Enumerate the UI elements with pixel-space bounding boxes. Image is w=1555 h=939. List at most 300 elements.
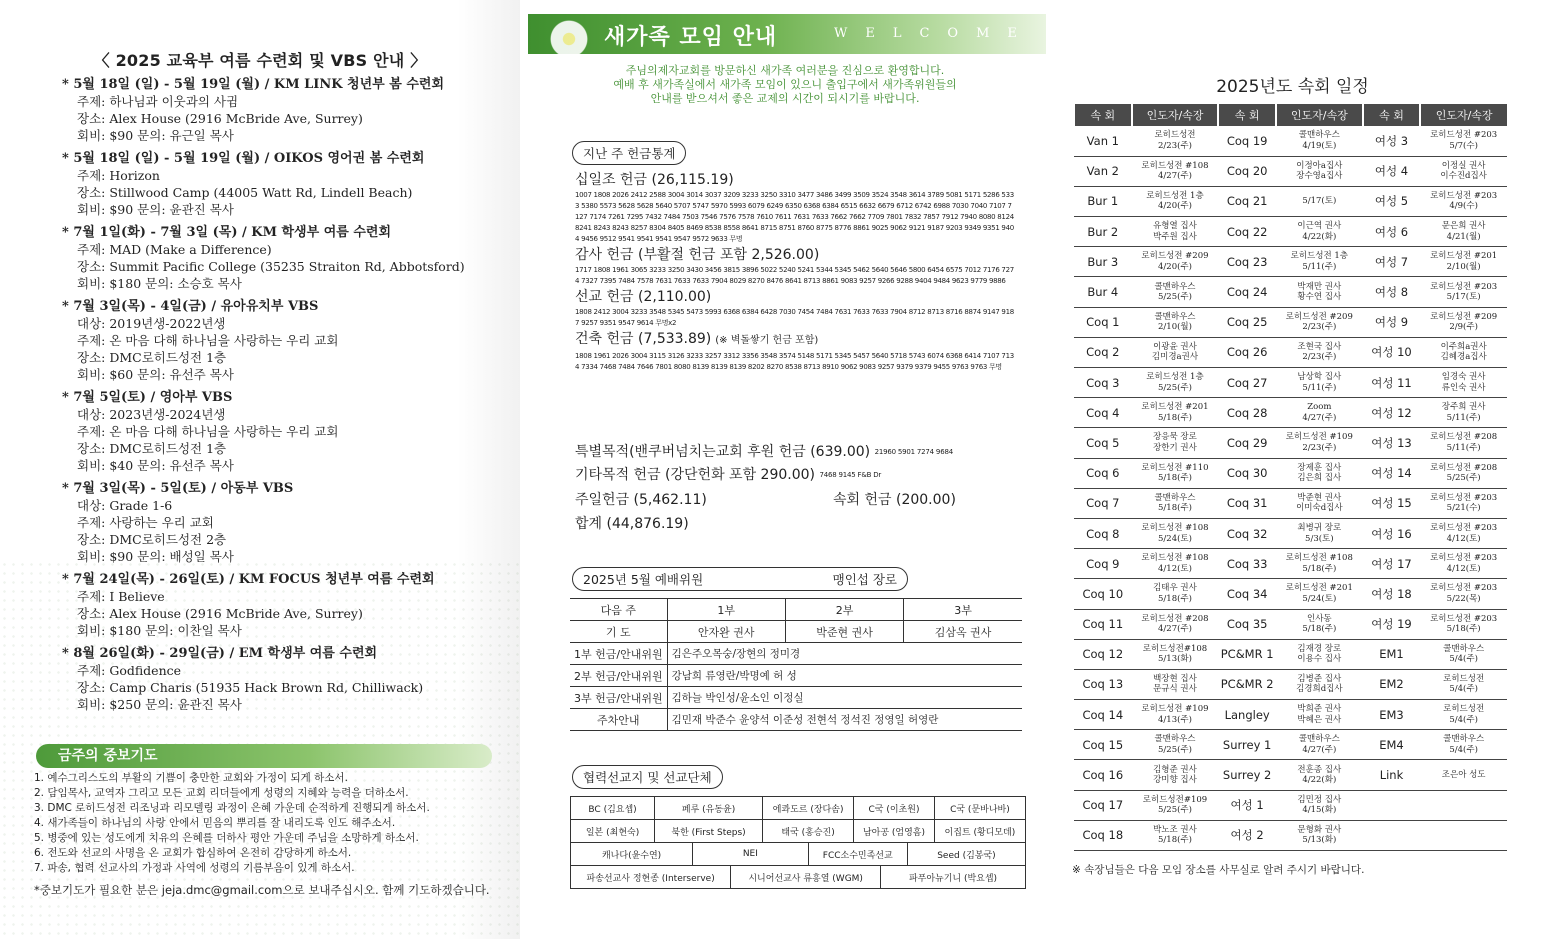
- leader-line: 전훈종 집사: [1297, 764, 1342, 775]
- group-label: Coq 16: [1082, 768, 1124, 783]
- group-label: Coq 6: [1086, 466, 1120, 481]
- cell-group-name: [1074, 820, 1132, 850]
- donor-numbers: 1808 2412 3004 3233 3548 5345 5473 5993 6368 6384 6428 7030 7454 7484 7631 7633 7633 7904 8712 8713 8716 8874 9147 9187 9257 9351 9547 9614 무명x2: [575, 308, 1014, 327]
- leader-line: 로히드성전 #203: [1430, 583, 1498, 594]
- leader-cell: [1420, 217, 1507, 247]
- group-label: Coq 31: [1226, 496, 1268, 511]
- group-label: Coq 12: [1082, 647, 1124, 662]
- cell-group-name: [1363, 398, 1421, 428]
- leader-line: 2/23(주): [1158, 140, 1192, 151]
- middle-page: [520, 0, 1050, 939]
- leader-line: 최병귀 장로: [1297, 523, 1342, 534]
- leader-line: 콜맨하우스: [1443, 643, 1485, 654]
- leader-line: 로히드성전 #201: [1285, 583, 1353, 594]
- leader-line: 남상학 집사: [1297, 372, 1342, 383]
- leader-line: 4/13(주): [1158, 714, 1192, 725]
- schedule-row: [1074, 277, 1507, 307]
- group-label: 여성 8: [1374, 285, 1409, 300]
- cell-group-name: [1074, 428, 1132, 458]
- leader-line: 로히드성전 #108: [1141, 160, 1209, 171]
- group-label: Coq 8: [1086, 526, 1120, 541]
- leader-line: 4/27(주): [1158, 624, 1192, 635]
- cell-group-name: [1363, 428, 1421, 458]
- camp-detail: 주제: 온 마음 다해 하나님을 사랑하는 우리 교회: [77, 424, 339, 439]
- mission-cell: 시니어선교사 류흥열 (WGM): [731, 866, 881, 889]
- camp-detail: 회비: $250 문의: 윤관진 목사: [77, 697, 242, 712]
- cell-group-name: [1074, 277, 1132, 307]
- leader-cell: [1276, 398, 1363, 428]
- offering-label: [575, 170, 1015, 190]
- prayer-item: 1. 예수그리스도의 부활의 기쁨이 충만한 교회와 가정이 되게 하소서.: [34, 772, 348, 784]
- leader-line: 5/11(주): [1446, 412, 1481, 423]
- group-label: Coq 4: [1086, 405, 1120, 420]
- leader-line: 4/20(주): [1158, 261, 1192, 272]
- leader-line: 5/18(주): [1158, 503, 1192, 514]
- banner-title: 새가족 모임 안내: [604, 25, 778, 50]
- leader-line: 김민정 집사: [1297, 794, 1342, 805]
- leader-line: 김재경 장로: [1297, 643, 1342, 654]
- schedule-row: [1074, 488, 1507, 518]
- leader-line: 강미향 집사: [1153, 775, 1197, 786]
- leader-line: 5/13(화): [1158, 654, 1192, 665]
- leader-cell: [1420, 579, 1507, 609]
- leader-line: 로히드성전: [1443, 704, 1485, 715]
- cell-group-name: [1218, 760, 1276, 790]
- cell-group-name: [1363, 458, 1421, 488]
- donor-numbers: 1808 1961 2026 3004 3115 3126 3233 3257 3312 3356 3548 3574 5148 5171 5345 5457 5640 5718 5743 6074 6368 6414 7107 7134 7334 7468 7484 7646 7801 8080 8139 8139 8139 8202 8270 8538 8713 8910 9062 9083 9257 9379 9379 9455 9763 9763 무명: [575, 352, 1014, 371]
- camp-list: [62, 76, 512, 719]
- leader-line: 4/12(토): [1446, 563, 1481, 574]
- leader-line: 로히드성전 #209: [1430, 311, 1498, 322]
- worship-row: [570, 665, 1022, 687]
- leader-line: 5/18(주): [1158, 593, 1192, 604]
- sunday-offering: 주일헌금 (5,462.11): [575, 492, 707, 508]
- worship-cell: 안자완 권사: [667, 621, 785, 643]
- camp-item: [62, 76, 512, 144]
- leader-cell: [1132, 337, 1219, 367]
- leader-line: 박혜은 권사: [1297, 714, 1342, 725]
- leader-cell: [1276, 790, 1363, 820]
- group-label: 여성 7: [1374, 254, 1409, 269]
- group-label: Coq 27: [1226, 375, 1268, 390]
- leader-line: 로히드성전 #201: [1141, 402, 1209, 413]
- cell-group-name: [1074, 518, 1132, 548]
- group-label: Van 2: [1086, 164, 1119, 179]
- group-label: Surrey 1: [1222, 737, 1272, 752]
- leader-line: 로히드성전 #203: [1430, 523, 1498, 534]
- leader-line: 4/15(화): [1302, 805, 1337, 816]
- worship-cell: 2부 헌금/안내위원: [570, 665, 667, 687]
- worship-cell: 1부: [667, 599, 785, 621]
- group-label: 여성 4: [1374, 164, 1409, 179]
- leader-line: 로히드성전 #203: [1430, 553, 1498, 564]
- leader-line: 4/22(화): [1302, 231, 1337, 242]
- cell-group-name: [1363, 126, 1421, 156]
- leader-line: 5/17(토): [1302, 196, 1337, 207]
- special-offering-label: 특별목적(밴쿠버넘치는교회 후원 헌금 (639.00): [575, 444, 871, 460]
- worship-cell: 박준현 권사: [785, 621, 903, 643]
- offering-label-text: 건축 헌금 (7,533.89): [575, 331, 712, 347]
- schedule-row: [1074, 337, 1507, 367]
- worship-title-text: 2025년 5월 예배위원: [583, 572, 704, 587]
- special-offering-numbers: 21960 5901 7274 9684: [874, 448, 953, 456]
- cell-group-name: [1074, 186, 1132, 216]
- schedule-row: [1074, 820, 1507, 850]
- group-label: Link: [1379, 768, 1404, 783]
- cell-group-name: [1363, 700, 1421, 730]
- schedule-row: [1074, 518, 1507, 548]
- leader-line: 김형준 권사: [1153, 764, 1197, 775]
- leader-line: 5/18(주): [1446, 624, 1481, 635]
- schedule-row: [1074, 307, 1507, 337]
- leader-line: 이정실 권사: [1441, 160, 1486, 171]
- schedule-row: [1074, 217, 1507, 247]
- group-label: Coq 24: [1226, 285, 1268, 300]
- schedule-header: 인도자/속장: [1132, 104, 1219, 126]
- cell-group-name: [1363, 609, 1421, 639]
- camp-detail: 장소: Alex House (2916 McBride Ave, Surrey): [77, 606, 363, 621]
- mission-row: [571, 797, 1026, 820]
- mission-cell: 캐나다(윤수연): [571, 843, 693, 866]
- group-label: Coq 19: [1226, 133, 1268, 148]
- camp-detail: 주제: MAD (Make a Difference): [77, 242, 272, 257]
- other-offering-label: 기타목적 헌금 (강단헌화 포함 290.00): [575, 467, 815, 483]
- leader-line: 로히드성전 #209: [1141, 251, 1209, 262]
- new-family-banner: [528, 14, 1046, 54]
- leader-line: 2/10(월): [1446, 261, 1481, 272]
- camp-detail: 회비: $180 문의: 소승호 목사: [77, 276, 242, 291]
- group-label: Coq 3: [1086, 375, 1120, 390]
- cell-schedule-title: 2025년도 속회 일정: [1216, 77, 1369, 97]
- cell-group-name: [1218, 217, 1276, 247]
- worship-cell: 다음 주: [570, 599, 667, 621]
- welcome-line: 안내를 받으셔서 좋은 교제의 시간이 되시기를 바랍니다.: [650, 92, 920, 105]
- camp-detail: 장소: DMC로히드성전 1층: [77, 350, 227, 365]
- mission-cell: C국 (문바나바): [934, 797, 1025, 820]
- camp-item: [62, 389, 512, 474]
- leader-line: 4/27(주): [1158, 171, 1192, 182]
- leader-line: 5/21(수): [1446, 503, 1481, 514]
- leader-cell: [1420, 126, 1507, 156]
- schedule-row: [1074, 428, 1507, 458]
- group-label: 여성 6: [1374, 224, 1409, 239]
- leader-line: 로히드성전 #203: [1430, 130, 1498, 141]
- schedule-row: [1074, 609, 1507, 639]
- cell-group-name: [1218, 639, 1276, 669]
- cell-group-name: [1363, 579, 1421, 609]
- special-offering: [575, 442, 1015, 534]
- cell-group-name: [1363, 669, 1421, 699]
- camp-detail: 주제: I Believe: [77, 589, 165, 604]
- mission-row: [571, 843, 1026, 866]
- offering-label-text: 십일조 헌금 (26,115.19): [575, 172, 734, 188]
- leader-line: 문규식 권사: [1153, 684, 1197, 695]
- leader-cell: [1420, 186, 1507, 216]
- leader-line: 로히드성전: [1443, 673, 1485, 684]
- leader-line: 장한기 권사: [1153, 442, 1197, 453]
- leader-cell: [1132, 247, 1219, 277]
- camp-detail: 회비: $40 문의: 유선주 목사: [77, 458, 234, 473]
- leader-line: 5/4(주): [1449, 744, 1478, 755]
- leader-cell: [1420, 368, 1507, 398]
- leader-cell: [1276, 609, 1363, 639]
- leader-line: 5/13(화): [1302, 835, 1337, 846]
- leader-line: 로히드성전 1층: [1146, 372, 1204, 383]
- donor-numbers: 1717 1808 1961 3065 3233 3250 3430 3456 3815 3896 5022 5240 5241 5344 5345 5462 5640 5646 5800 6454 6575 7012 7176 7274 7327 7395 7484 7578 7631 7633 7633 7904 8029 8270 8476 8641 8713 8861 9083 9257 9266 9288 9404 9484 9623 9779 9886: [575, 266, 1014, 285]
- cell-group-name: [1074, 669, 1132, 699]
- camp-item: [62, 571, 512, 639]
- group-label: Bur 2: [1087, 224, 1119, 239]
- prayer-item: 5. 병중에 있는 성도에게 치유의 은혜를 더하사 평안 가운데 주님을 소망하게 하소서.: [34, 832, 419, 844]
- leader-cell: [1420, 277, 1507, 307]
- group-label: Surrey 2: [1222, 768, 1272, 783]
- cell-group-name: [1074, 760, 1132, 790]
- worship-cell: 김삼옥 권사: [904, 621, 1022, 643]
- camp-header: * 5월 18일 (일) - 5월 19일 (월) / KM LINK 청년부 봄 수련회: [62, 77, 445, 92]
- camp-detail: 주제: Horizon: [77, 168, 160, 183]
- prayer-item: 3. DMC 로히드성전 리조닝과 리모델링 과정이 은혜 가운데 순적하게 진행되게 하소서.: [34, 802, 430, 814]
- leader-line: 5/24(토): [1302, 593, 1337, 604]
- cell-group-name: [1074, 458, 1132, 488]
- leader-cell: [1420, 639, 1507, 669]
- leader-line: 2/23(주): [1302, 322, 1337, 333]
- camp-detail: 주제: 사랑하는 우리 교회: [77, 515, 214, 530]
- cell-group-name: [1074, 156, 1132, 186]
- cell-group-name: [1074, 368, 1132, 398]
- leader-cell: [1132, 398, 1219, 428]
- group-label: Coq 11: [1082, 617, 1124, 632]
- schedule-header: 인도자/속장: [1420, 104, 1507, 126]
- cell-group-name: [1363, 790, 1421, 820]
- left-page: [0, 0, 520, 939]
- mission-cell: Seed (김봉국): [907, 843, 1025, 866]
- group-label: Coq 15: [1082, 737, 1124, 752]
- leader-cell: [1276, 217, 1363, 247]
- offering-label: [575, 329, 1015, 351]
- schedule-header: 속 회: [1218, 104, 1276, 126]
- group-label: Coq 34: [1226, 586, 1268, 601]
- schedule-row: [1074, 669, 1507, 699]
- schedule-header: 인도자/속장: [1276, 104, 1363, 126]
- leader-line: 이정아a집사: [1296, 160, 1343, 171]
- worship-row: [570, 643, 1022, 665]
- cell-group-name: [1074, 217, 1132, 247]
- cell-group-name: [1218, 428, 1276, 458]
- worship-cell: 3부: [904, 599, 1022, 621]
- leader-line: 이수진d집사: [1440, 171, 1487, 182]
- leader-line: 김병준 집사: [1297, 673, 1342, 684]
- schedule-header: 속 회: [1363, 104, 1421, 126]
- leader-cell: [1276, 639, 1363, 669]
- leader-line: 로히드성전 #109: [1285, 432, 1353, 443]
- camp-detail: 회비: $180 문의: 이찬일 목사: [77, 623, 242, 638]
- camp-detail: 대상: 2019년생-2022년생: [77, 316, 226, 331]
- leader-line: 로히드성전 #208: [1141, 613, 1209, 624]
- mission-cell: 파푸아뉴기니 (박요셉): [881, 866, 1026, 889]
- leader-cell: [1420, 156, 1507, 186]
- cell-group-name: [1218, 669, 1276, 699]
- cell-group-name: [1363, 820, 1421, 850]
- group-label: 여성 3: [1374, 133, 1409, 148]
- leader-cell: [1420, 669, 1507, 699]
- camp-header: * 5월 18일 (일) - 5월 19일 (월) / OIKOS 영어권 봄 수련회: [62, 151, 425, 166]
- mission-cell: 남아공 (엄영흠): [854, 820, 935, 843]
- leader-line: 콜맨하우스: [1154, 492, 1196, 503]
- leader-line: 5/4(주): [1449, 684, 1478, 695]
- offering-label-suffix: (※ 벽돌쌓기 헌금 포함): [715, 335, 819, 346]
- welcome-line: 예배 후 새가족실에서 새가족 모임이 있으니 출입구에서 새가족위원들의: [613, 78, 957, 91]
- group-label: 여성 10: [1371, 345, 1412, 360]
- group-label: 여성 15: [1371, 496, 1412, 511]
- leader-line: 로히드성전#108: [1142, 643, 1208, 654]
- worship-row: [570, 709, 1022, 731]
- cell-group-name: [1074, 488, 1132, 518]
- leader-line: 로히드성전 #108: [1285, 553, 1353, 564]
- leader-line: 5/11(주): [1302, 382, 1337, 393]
- leader-cell: [1132, 518, 1219, 548]
- mission-cell: BC (김요셉): [571, 797, 655, 820]
- leader-line: 로히드성전 #108: [1141, 523, 1209, 534]
- camp-item: [62, 298, 512, 383]
- leader-cell: [1132, 156, 1219, 186]
- group-label: 여성 12: [1371, 405, 1412, 420]
- leader-cell: [1276, 579, 1363, 609]
- leader-line: 이미숙d집사: [1296, 503, 1343, 514]
- camp-detail: 대상: 2023년생-2024년생: [77, 407, 226, 422]
- mission-cell: 태국 (홍승진): [763, 820, 854, 843]
- leader-cell: [1276, 126, 1363, 156]
- leader-cell: [1276, 428, 1363, 458]
- camp-detail: 장소: Stillwood Camp (44005 Watt Rd, Lindell Beach): [77, 185, 413, 200]
- cell-group-name: [1363, 307, 1421, 337]
- group-label: 여성 11: [1371, 375, 1412, 390]
- camp-detail: 회비: $90 문의: 배성일 목사: [77, 549, 234, 564]
- leader-line: 인사동: [1306, 613, 1332, 624]
- worship-committee-title: [572, 567, 908, 591]
- leader-line: 5/25(주): [1158, 744, 1192, 755]
- offering-total: 합계 (44,876.19): [575, 516, 689, 532]
- leader-cell: [1276, 518, 1363, 548]
- leader-line: 5/3(토): [1305, 533, 1334, 544]
- group-label: 여성 16: [1371, 526, 1412, 541]
- leader-cell: [1132, 277, 1219, 307]
- leader-line: 박노조 권사: [1153, 824, 1197, 835]
- leader-cell: [1132, 609, 1219, 639]
- leader-line: 이주희a권사: [1440, 341, 1487, 352]
- prayer-section-title: 금주의 중보기도: [36, 744, 492, 768]
- camp-item: [62, 645, 512, 713]
- cell-group-name: [1363, 518, 1421, 548]
- leader-cell: [1420, 730, 1507, 760]
- leader-line: 장제훈 집사: [1297, 462, 1342, 473]
- worship-cell: 김은주오목숭/장현의 정미경: [667, 643, 1022, 665]
- mission-cell: C국 (이초원): [854, 797, 935, 820]
- leader-cell: [1132, 669, 1219, 699]
- camp-detail: 주제: Godfidence: [77, 663, 182, 678]
- camp-item: [62, 150, 512, 218]
- leader-line: 2/9(주): [1449, 322, 1478, 333]
- cell-group-name: [1218, 790, 1276, 820]
- leader-line: 이용수 집사: [1297, 654, 1342, 665]
- leader-line: 로히드성전: [1154, 130, 1196, 141]
- leader-line: 2/10(월): [1158, 322, 1192, 333]
- mission-row: [571, 866, 1026, 889]
- leader-line: 5/22(목): [1446, 593, 1481, 604]
- group-label: Coq 7: [1086, 496, 1120, 511]
- mission-cell: 파송선교사 정현종 (Interserve): [571, 866, 731, 889]
- leader-cell: [1420, 820, 1507, 850]
- leader-line: 4/20(주): [1158, 201, 1192, 212]
- camp-detail: 주제: 하나님과 이웃과의 사귐: [77, 94, 239, 109]
- right-page: [1050, 0, 1555, 939]
- mission-row: [571, 820, 1026, 843]
- leader-line: 5/17(토): [1446, 292, 1481, 303]
- group-label: EM4: [1379, 737, 1404, 752]
- schedule-row: [1074, 126, 1507, 156]
- cell-group-name: [1074, 126, 1132, 156]
- leader-cell: [1276, 307, 1363, 337]
- cell-group-name: [1218, 518, 1276, 548]
- leader-cell: [1132, 217, 1219, 247]
- group-label: 여성 13: [1371, 435, 1412, 450]
- offering-list: [575, 170, 1015, 373]
- leader-cell: [1276, 669, 1363, 699]
- group-label: Coq 22: [1226, 224, 1268, 239]
- cell-group-name: [1218, 700, 1276, 730]
- group-label: 여성 9: [1374, 315, 1409, 330]
- leader-line: 김경희d집사: [1296, 684, 1343, 695]
- leader-line: 유형열 집사: [1153, 221, 1197, 232]
- leader-cell: [1276, 337, 1363, 367]
- camp-detail: 장소: DMC로히드성전 1층: [77, 441, 227, 456]
- group-label: 여성 18: [1371, 586, 1412, 601]
- camp-header: * 7월 3일(목) - 5일(토) / 아동부 VBS: [62, 481, 294, 496]
- leader-line: 로히드성전 #108: [1141, 553, 1209, 564]
- leader-line: 콜맨하우스: [1154, 734, 1196, 745]
- schedule-header-row: [1074, 104, 1507, 126]
- camp-section-title: 〈 2025 교육부 여름 수련회 및 VBS 안내 〉: [93, 51, 427, 70]
- leader-line: 조현국 집사: [1297, 341, 1342, 352]
- schedule-row: [1074, 398, 1507, 428]
- welcome-line: 주님의제자교회를 방문하신 새가족 여러분을 진심으로 환영합니다.: [625, 64, 945, 77]
- leader-line: 박준현 권사: [1297, 492, 1342, 503]
- leader-cell: [1276, 760, 1363, 790]
- cell-group-name: [1074, 579, 1132, 609]
- group-label: Coq 17: [1082, 798, 1124, 813]
- leader-line: 5/18(주): [1302, 563, 1337, 574]
- group-label: Coq 18: [1082, 828, 1124, 843]
- leader-cell: [1276, 186, 1363, 216]
- group-label: Coq 29: [1226, 435, 1268, 450]
- leader-cell: [1420, 609, 1507, 639]
- schedule-row: [1074, 730, 1507, 760]
- leader-line: 김혜경a집사: [1440, 352, 1487, 363]
- group-label: Coq 2: [1086, 345, 1120, 360]
- leader-cell: [1420, 518, 1507, 548]
- welcome-message: [520, 64, 1050, 106]
- cell-group-name: [1218, 368, 1276, 398]
- group-label: Coq 23: [1226, 254, 1268, 269]
- leader-line: 4/12(토): [1446, 533, 1481, 544]
- leader-line: 콜맨하우스: [1298, 734, 1340, 745]
- leader-cell: [1276, 820, 1363, 850]
- leader-line: Zoom: [1307, 402, 1332, 413]
- cell-group-name: [1218, 337, 1276, 367]
- schedule-row: [1074, 458, 1507, 488]
- leader-line: 4/21(월): [1446, 231, 1481, 242]
- leader-line: 5/4(주): [1449, 654, 1478, 665]
- prayer-item: 2. 담임목사, 교역자 그리고 모든 교회 리더들에게 성령의 지혜와 능력을 더하소서.: [34, 787, 409, 799]
